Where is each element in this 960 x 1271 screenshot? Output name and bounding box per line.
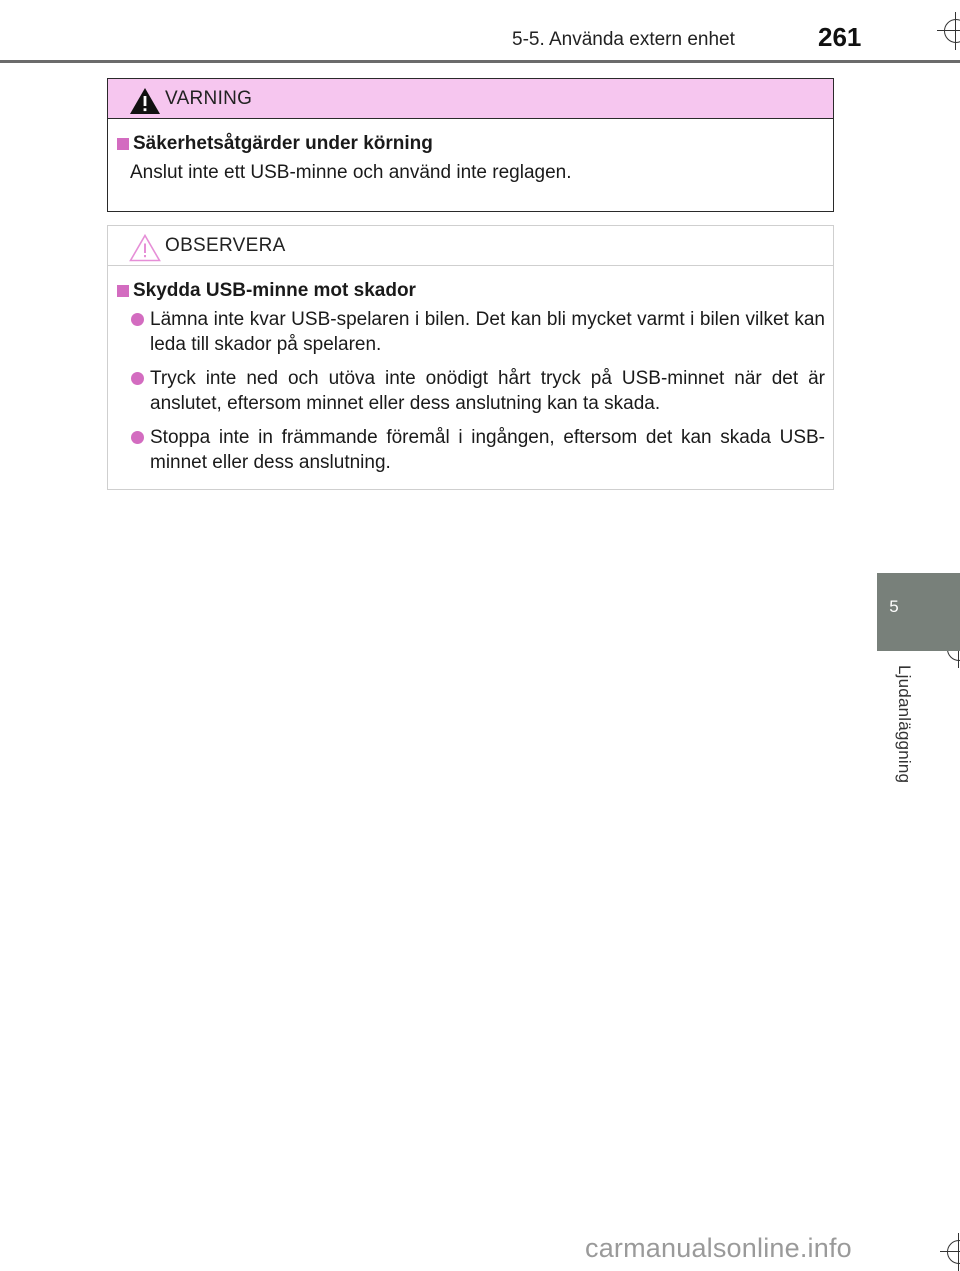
section-title: 5-5. Använda extern enhet xyxy=(512,29,735,50)
crop-mark-top-right xyxy=(944,19,960,43)
circle-bullet-icon xyxy=(131,431,144,444)
list-item-text: Stoppa inte in främmande föremål i ingången, eftersom det kan skada USB-minnet eller dess anslutning. xyxy=(150,427,825,473)
warning-box-header xyxy=(108,79,833,119)
warning-triangle-icon xyxy=(128,86,162,116)
notice-section-heading xyxy=(117,280,825,302)
square-bullet-icon xyxy=(117,138,129,150)
warning-box-title: VARNING xyxy=(165,88,253,109)
warning-text: Anslut inte ett USB-minne och använd inte reglagen. xyxy=(130,162,572,183)
notice-box-body xyxy=(108,266,833,475)
circle-bullet-icon xyxy=(131,313,144,326)
chapter-label: Ljudanläggning xyxy=(895,665,914,784)
square-bullet-icon xyxy=(117,285,129,297)
chapter-number: 5 xyxy=(889,597,899,616)
notice-box xyxy=(107,225,834,490)
list-item xyxy=(117,366,825,416)
notice-box-header xyxy=(108,226,833,266)
notice-heading-text: Skydda USB-minne mot skador xyxy=(133,280,416,301)
watermark: carmanualsonline.info xyxy=(585,1233,852,1263)
list-item-text: Tryck inte ned och utöva inte onödigt hårt tryck på USB-minnet när det är anslutet, eftersom minnet eller dess anslutning kan ta skada. xyxy=(150,368,825,414)
list-item-text: Lämna inte kvar USB-spelaren i bilen. Det kan bli mycket varmt i bilen vilket kan leda till skador på spelaren. xyxy=(150,309,825,355)
chapter-tab xyxy=(877,573,960,651)
warning-section-heading xyxy=(117,133,825,155)
page-number: 261 xyxy=(818,22,862,52)
circle-bullet-icon xyxy=(131,372,144,385)
crop-mark-bottom-right xyxy=(947,1240,960,1264)
notice-box-title: OBSERVERA xyxy=(165,235,286,256)
list-item xyxy=(117,425,825,475)
list-item xyxy=(117,307,825,357)
caution-triangle-icon xyxy=(128,233,162,263)
warning-box-body xyxy=(108,119,833,185)
header-divider xyxy=(0,60,960,63)
warning-box xyxy=(107,78,834,212)
warning-heading-text: Säkerhetsåtgärder under körning xyxy=(133,133,433,154)
